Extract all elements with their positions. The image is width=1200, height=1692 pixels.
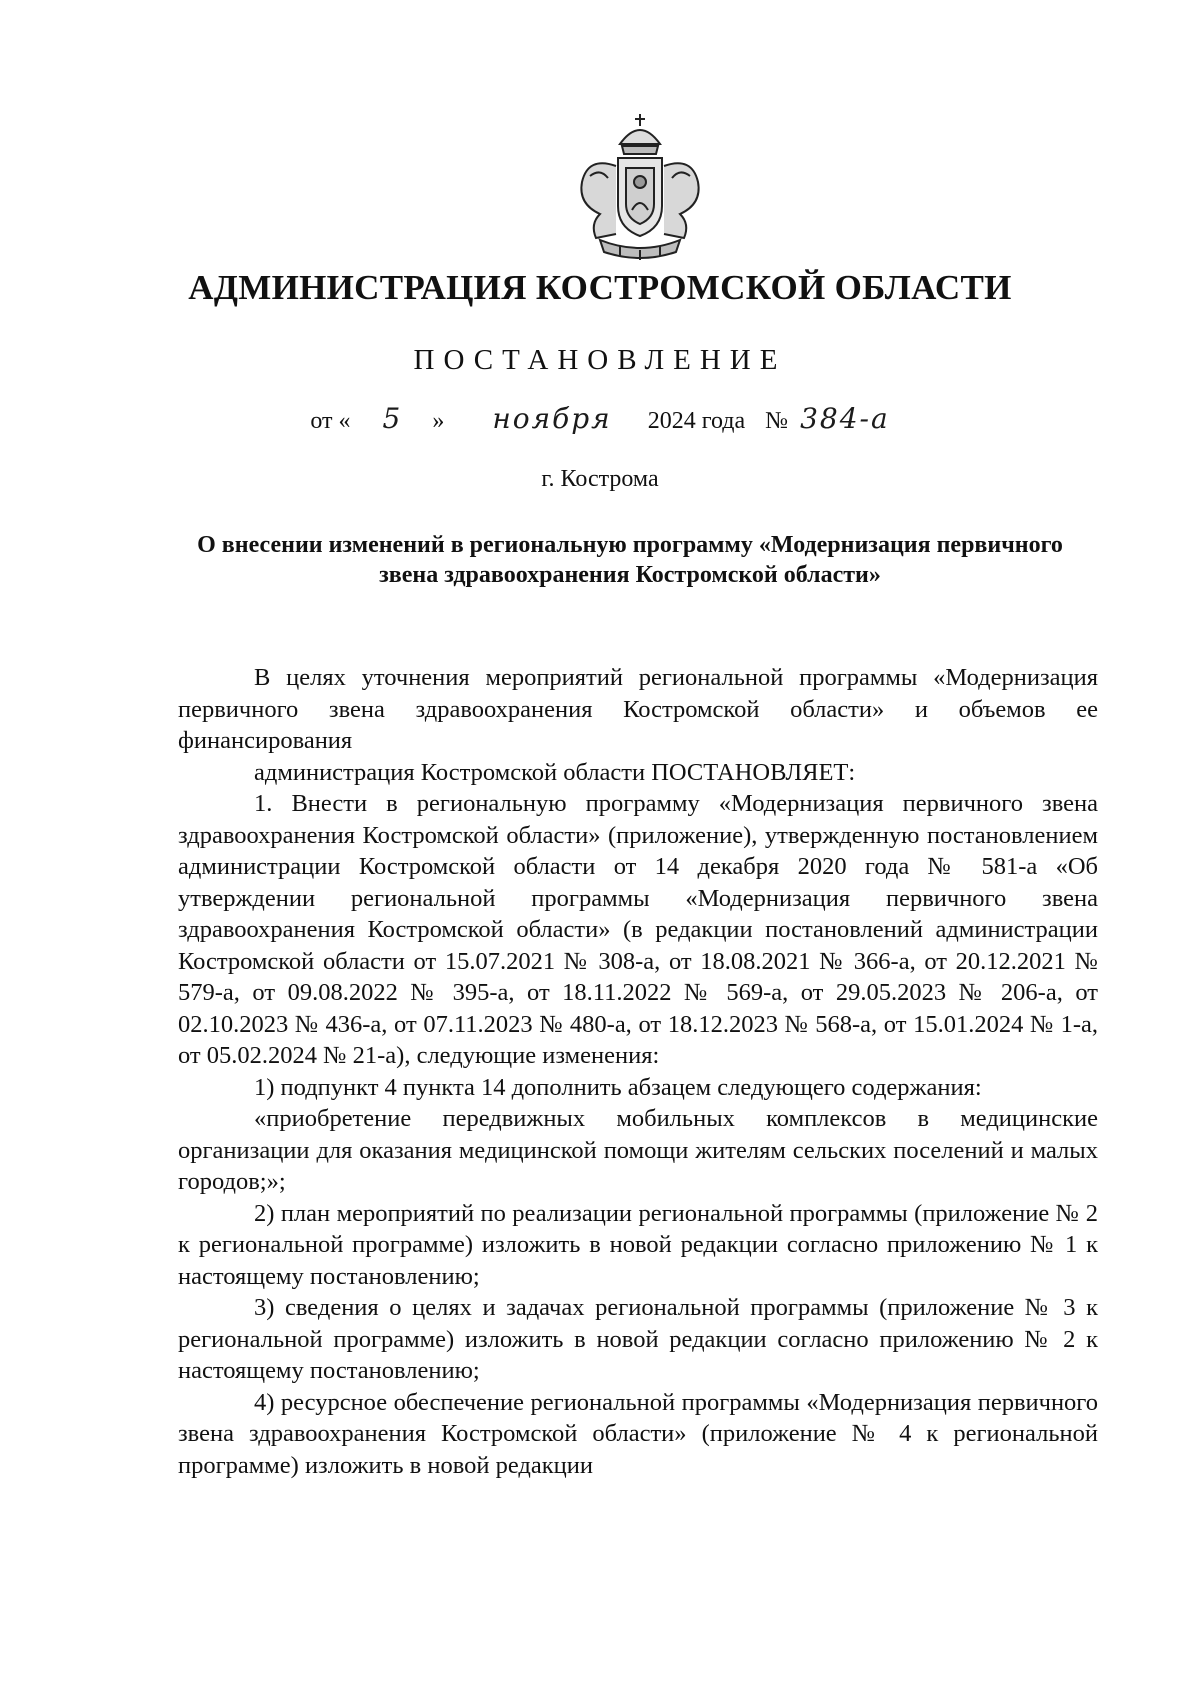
paragraph: 3) сведения о целях и задачах региональной программы (приложение № 3 к региональной программе) изложить в новой редакции согласно приложению № 2 к настоящему постановлению; [178, 1294, 1098, 1384]
organization-title: АДМИНИСТРАЦИЯ КОСТРОМСКОЙ ОБЛАСТИ [188, 268, 1012, 307]
paragraph: В целях уточнения мероприятий региональной программы «Модернизация первичного звена здравоохранения Костромской области» и объемов ее финансирования [178, 664, 1098, 754]
paragraph: 4) ресурсное обеспечение региональной программы «Модернизация первичного звена здравоохранения Костромской области» (приложение № 4 к региональной программе) изложить в новой редакции [178, 1388, 1098, 1479]
coat-of-arms-emblem [560, 106, 720, 266]
paragraph: 1. Внести в региональную программу «Модернизация первичного звена здравоохранения Костромской области» (приложение), утвержденную постановлением администрации Костромской области от 14 декабря 2020 года № 581-а «Об утверждении региональной программы «Модернизация первичного звена здравоохранения Костромской области» (в редакции постановлений администрации Костромской области от 15.07.2021 № 308-а, от 18.08.2021 № 366-а, от 20.12.2021 № 579-а, от 09.08.2022 № 395-а, от 18.11.2022 № 569-а, от 29.05.2023 № 206-а, от 02.10.2023 № 436-а, от 07.11.2023 № 480-а, от 18.12.2023 № 568-а, от 15.01.2024 № 1-а, от 05.02.2024 № 21-а), следующие изменения: [178, 790, 1098, 1069]
handwritten-number: 384-а [800, 402, 890, 435]
city: г. Кострома [541, 466, 659, 492]
document-subject: О внесении изменений в региональную программу «Модернизация первичного звена здравоохранения Костромской области» [197, 532, 1063, 588]
paragraph: 1) подпункт 4 пункта 14 дополнить абзацем следующего содержания: [254, 1073, 982, 1101]
paragraph: 2) план мероприятий по реализации региональной программы (приложение № 2 к региональной программе) изложить в новой редакции согласно приложению № 1 к настоящему постановлению; [178, 1199, 1098, 1290]
number-sign: № [765, 408, 789, 434]
document-type: ПОСТАНОВЛЕНИЕ [413, 344, 787, 376]
date-quote-close: » [432, 408, 445, 434]
date-year: 2024 года [647, 408, 746, 434]
paragraph: «приобретение передвижных мобильных комплексов в медицинские организации для оказания медицинской помощи жителям сельских поселений и малых городов;»; [178, 1105, 1098, 1195]
date-prefix: от « [310, 408, 351, 434]
handwritten-day: 5 [382, 402, 401, 435]
paragraph: администрация Костромской области ПОСТАНОВЛЯЕТ: [254, 758, 856, 786]
handwritten-month: ноября [492, 402, 612, 435]
date-line [0, 402, 1200, 435]
document-body [178, 662, 1098, 1481]
